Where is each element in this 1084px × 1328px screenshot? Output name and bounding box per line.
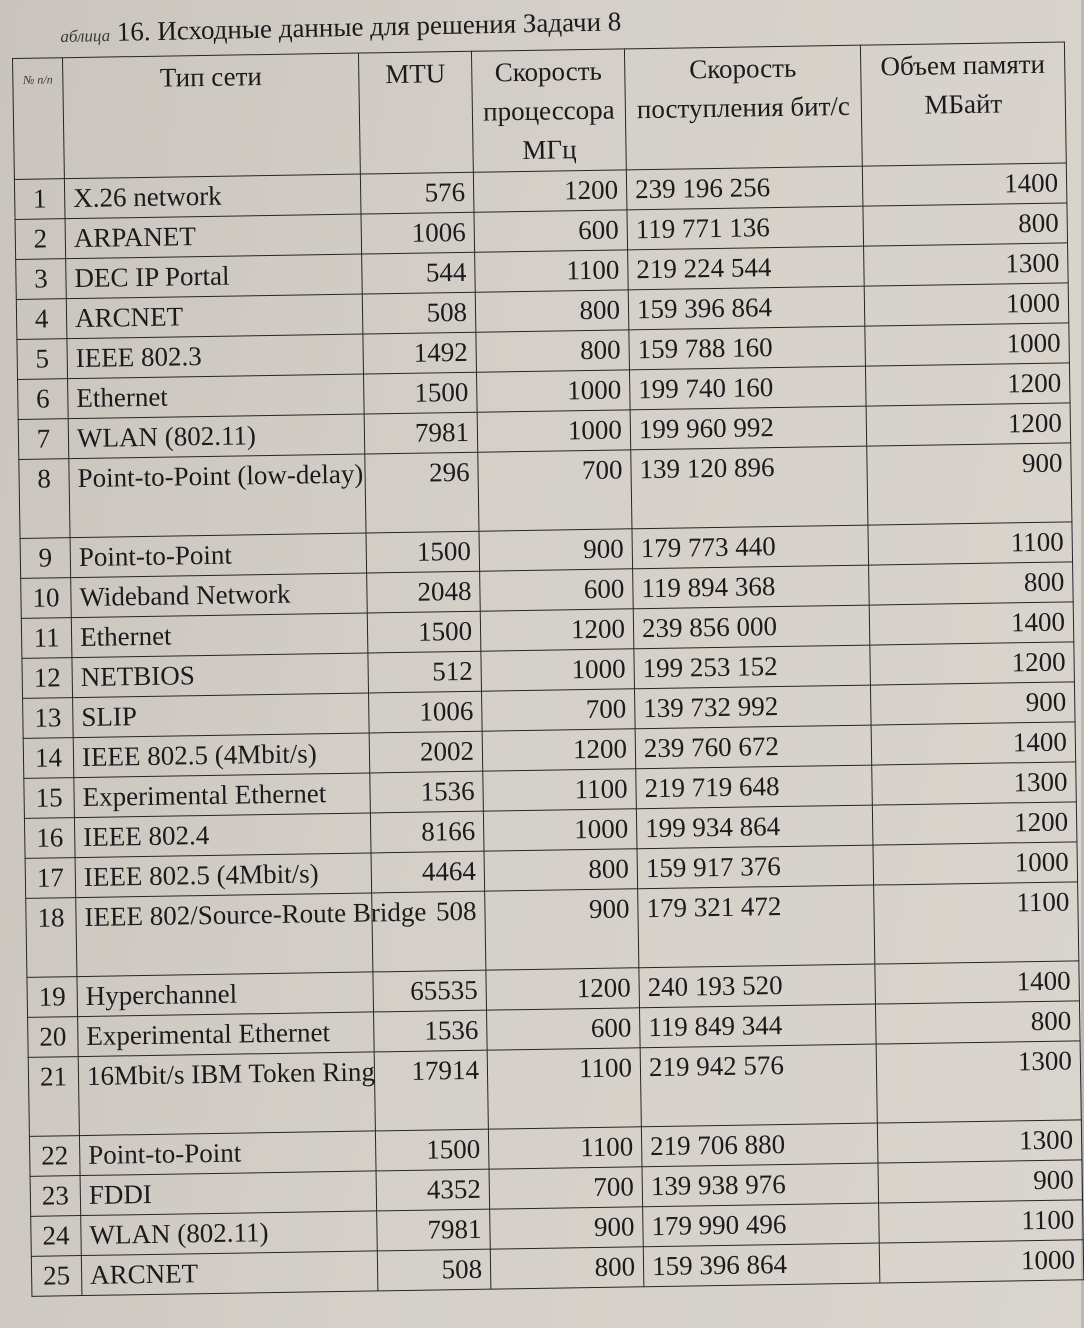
row-number: 9 [20,538,71,579]
mtu-value: 7981 [364,412,478,454]
mtu-value: 2002 [369,731,483,773]
network-type: WLAN (802.11) [68,414,365,459]
mtu-value: 1500 [367,611,481,653]
caption-prefix: аблица [60,25,111,46]
header-mem: Объем памяти МБайт [860,42,1066,166]
cpu-speed: 1000 [483,809,637,851]
row-number: 5 [17,339,68,380]
row-number: 11 [21,618,72,659]
network-type: Ethernet [71,613,368,658]
row-number: 21 [28,1057,79,1137]
memory-size: 1000 [873,842,1078,885]
network-type: Hyperchannel [77,972,374,1017]
mtu-value: 512 [368,651,482,693]
mtu-value: 4352 [376,1169,490,1211]
arrival-rate: 199 740 160 [629,366,866,410]
memory-size: 1000 [865,323,1070,366]
cpu-speed: 900 [485,889,639,970]
arrival-rate: 159 917 376 [637,845,874,889]
cpu-speed: 1100 [488,1127,642,1169]
network-type: ARPANET [65,214,362,259]
row-number: 18 [26,898,77,978]
memory-size: 800 [869,562,1074,605]
cpu-speed: 600 [474,210,628,252]
cpu-speed: 800 [484,849,638,891]
arrival-rate: 199 253 152 [634,645,871,689]
arrival-rate: 199 960 992 [630,406,867,450]
memory-size: 1200 [866,403,1071,446]
row-number: 24 [31,1216,82,1257]
mtu-value: 4464 [371,851,485,893]
arrival-rate: 179 990 496 [643,1203,880,1247]
memory-size: 900 [878,1160,1083,1203]
arrival-rate: 239 856 000 [633,605,870,649]
network-type: IEEE 802.5 (4Mbit/s) [73,733,370,778]
row-number: 15 [24,778,75,819]
arrival-rate: 219 224 544 [628,246,865,290]
memory-size: 800 [875,1001,1080,1044]
arrival-rate: 139 938 976 [642,1163,879,1207]
network-type: SLIP [73,693,370,738]
memory-size: 1300 [876,1041,1081,1123]
cpu-speed: 900 [479,529,633,571]
memory-size: 900 [867,443,1072,525]
cpu-speed: 800 [476,330,630,372]
arrival-rate: 139 732 992 [634,685,871,729]
row-number: 19 [27,977,78,1018]
memory-size: 1300 [864,243,1069,286]
mtu-value: 65535 [373,970,487,1012]
memory-size: 1200 [870,642,1075,685]
mtu-value: 17914 [374,1050,488,1131]
memory-size: 1100 [874,882,1079,964]
mtu-value: 544 [362,252,476,294]
mtu-value: 508 [377,1249,491,1291]
arrival-rate: 159 396 864 [628,286,865,330]
mtu-value: 1006 [369,691,483,733]
network-type: Point-to-Point [70,533,367,578]
network-type: NETBIOS [72,653,369,698]
row-number: 12 [22,658,73,699]
header-rate: Скорость поступления бит/с [624,45,862,170]
network-type: Experimental Ethernet [74,773,371,818]
row-number: 14 [23,738,74,779]
mtu-value: 1536 [370,771,484,813]
mtu-value: 508 [362,292,476,334]
arrival-rate: 239 196 256 [626,166,863,210]
memory-size: 1400 [871,722,1076,765]
network-type: Experimental Ethernet [78,1012,375,1057]
memory-size: 1400 [869,602,1074,645]
cpu-speed: 800 [475,290,629,332]
cpu-speed: 1200 [473,170,627,212]
arrival-rate: 219 706 880 [641,1123,878,1167]
arrival-rate: 159 788 160 [629,326,866,370]
cpu-speed: 900 [490,1207,644,1249]
arrival-rate: 179 773 440 [632,525,869,569]
mtu-value: 1500 [364,372,478,414]
row-number: 3 [16,259,67,300]
network-type: IEEE 802.4 [74,813,371,858]
arrival-rate: 219 942 576 [640,1044,877,1127]
network-type: Ethernet [68,374,365,419]
network-data-table [12,41,1084,1296]
cpu-speed: 1200 [482,729,636,771]
mtu-value: 2048 [367,571,481,613]
row-number: 25 [31,1256,82,1297]
cpu-speed: 1100 [483,769,637,811]
arrival-rate: 119 849 344 [639,1004,876,1048]
row-number: 23 [30,1176,81,1217]
arrival-rate: 159 396 864 [643,1243,880,1287]
network-type: IEEE 802.3 [67,334,364,379]
network-type: WLAN (802.11) [81,1211,378,1256]
arrival-rate: 219 719 648 [636,765,873,809]
mtu-value: 576 [360,172,474,214]
mtu-value: 296 [365,452,479,533]
mtu-value: 508 [372,891,486,972]
cpu-speed: 1200 [486,968,640,1010]
memory-size: 1200 [872,802,1077,845]
memory-size: 1000 [864,283,1069,326]
cpu-speed: 1200 [480,609,634,651]
cpu-speed: 600 [487,1008,641,1050]
header-mtu: MTU [358,51,473,174]
network-type: 16Mbit/s IBM Token Ring [78,1052,375,1136]
arrival-rate: 119 771 136 [627,206,864,250]
memory-size: 1100 [879,1200,1084,1243]
arrival-rate: 119 894 368 [633,565,870,609]
caption-text: 16. Исходные данные для решения Задачи 8 [116,6,622,47]
arrival-rate: 179 321 472 [638,885,875,968]
arrival-rate: 239 760 672 [635,725,872,769]
row-number: 16 [24,818,75,859]
cpu-speed: 700 [478,450,632,531]
network-type: Point-to-Point [79,1131,376,1176]
cpu-speed: 1000 [476,370,630,412]
network-type: FDDI [80,1171,377,1216]
memory-size: 1300 [877,1120,1082,1163]
cpu-speed: 600 [480,569,634,611]
header-num: № п/п [13,58,65,180]
mtu-value: 1500 [366,531,480,573]
row-number: 1 [14,179,65,220]
row-number: 20 [28,1017,79,1058]
mtu-value: 1500 [375,1129,489,1171]
memory-size: 1400 [862,163,1067,206]
row-number: 4 [16,299,67,340]
cpu-speed: 1000 [477,410,631,452]
header-cpu: Скорость процессора МГц [471,49,626,172]
cpu-speed: 700 [489,1167,643,1209]
mtu-value: 7981 [377,1209,491,1251]
network-type: IEEE 802/Source-Route Bridge [76,893,373,977]
arrival-rate: 240 193 520 [639,964,876,1008]
cpu-speed: 1100 [487,1048,641,1129]
row-number: 7 [18,419,69,460]
memory-size: 800 [863,203,1068,246]
table-header-row [13,42,1067,180]
cpu-speed: 1100 [475,250,629,292]
network-type: Point-to-Point (low-delay) [69,454,366,538]
cpu-speed: 700 [482,689,636,731]
network-type: Wideband Network [71,573,368,618]
row-number: 22 [29,1136,80,1177]
row-number: 10 [21,578,72,619]
row-number: 6 [18,379,69,420]
arrival-rate: 199 934 864 [636,805,873,849]
table-caption [60,6,622,49]
row-number: 2 [15,219,66,260]
network-type: IEEE 802.5 (4Mbit/s) [75,853,372,898]
memory-size: 900 [870,682,1075,725]
network-type: X.26 network [64,174,361,219]
cpu-speed: 800 [490,1247,644,1289]
network-type: ARCNET [81,1251,378,1296]
arrival-rate: 139 120 896 [631,446,868,529]
cpu-speed: 1000 [481,649,635,691]
header-type: Тип сети [63,53,361,179]
row-number: 8 [19,459,70,539]
row-number: 13 [23,698,74,739]
row-number: 17 [25,858,76,899]
network-type: ARCNET [66,294,363,339]
memory-size: 1300 [872,762,1077,805]
mtu-value: 1006 [361,212,475,254]
memory-size: 1100 [868,522,1073,565]
mtu-value: 8166 [370,811,484,853]
mtu-value: 1492 [363,332,477,374]
mtu-value: 1536 [374,1010,488,1052]
memory-size: 1200 [865,363,1070,406]
network-type: DEC IP Portal [66,254,363,299]
memory-size: 1400 [875,961,1080,1004]
memory-size: 1000 [879,1240,1084,1283]
